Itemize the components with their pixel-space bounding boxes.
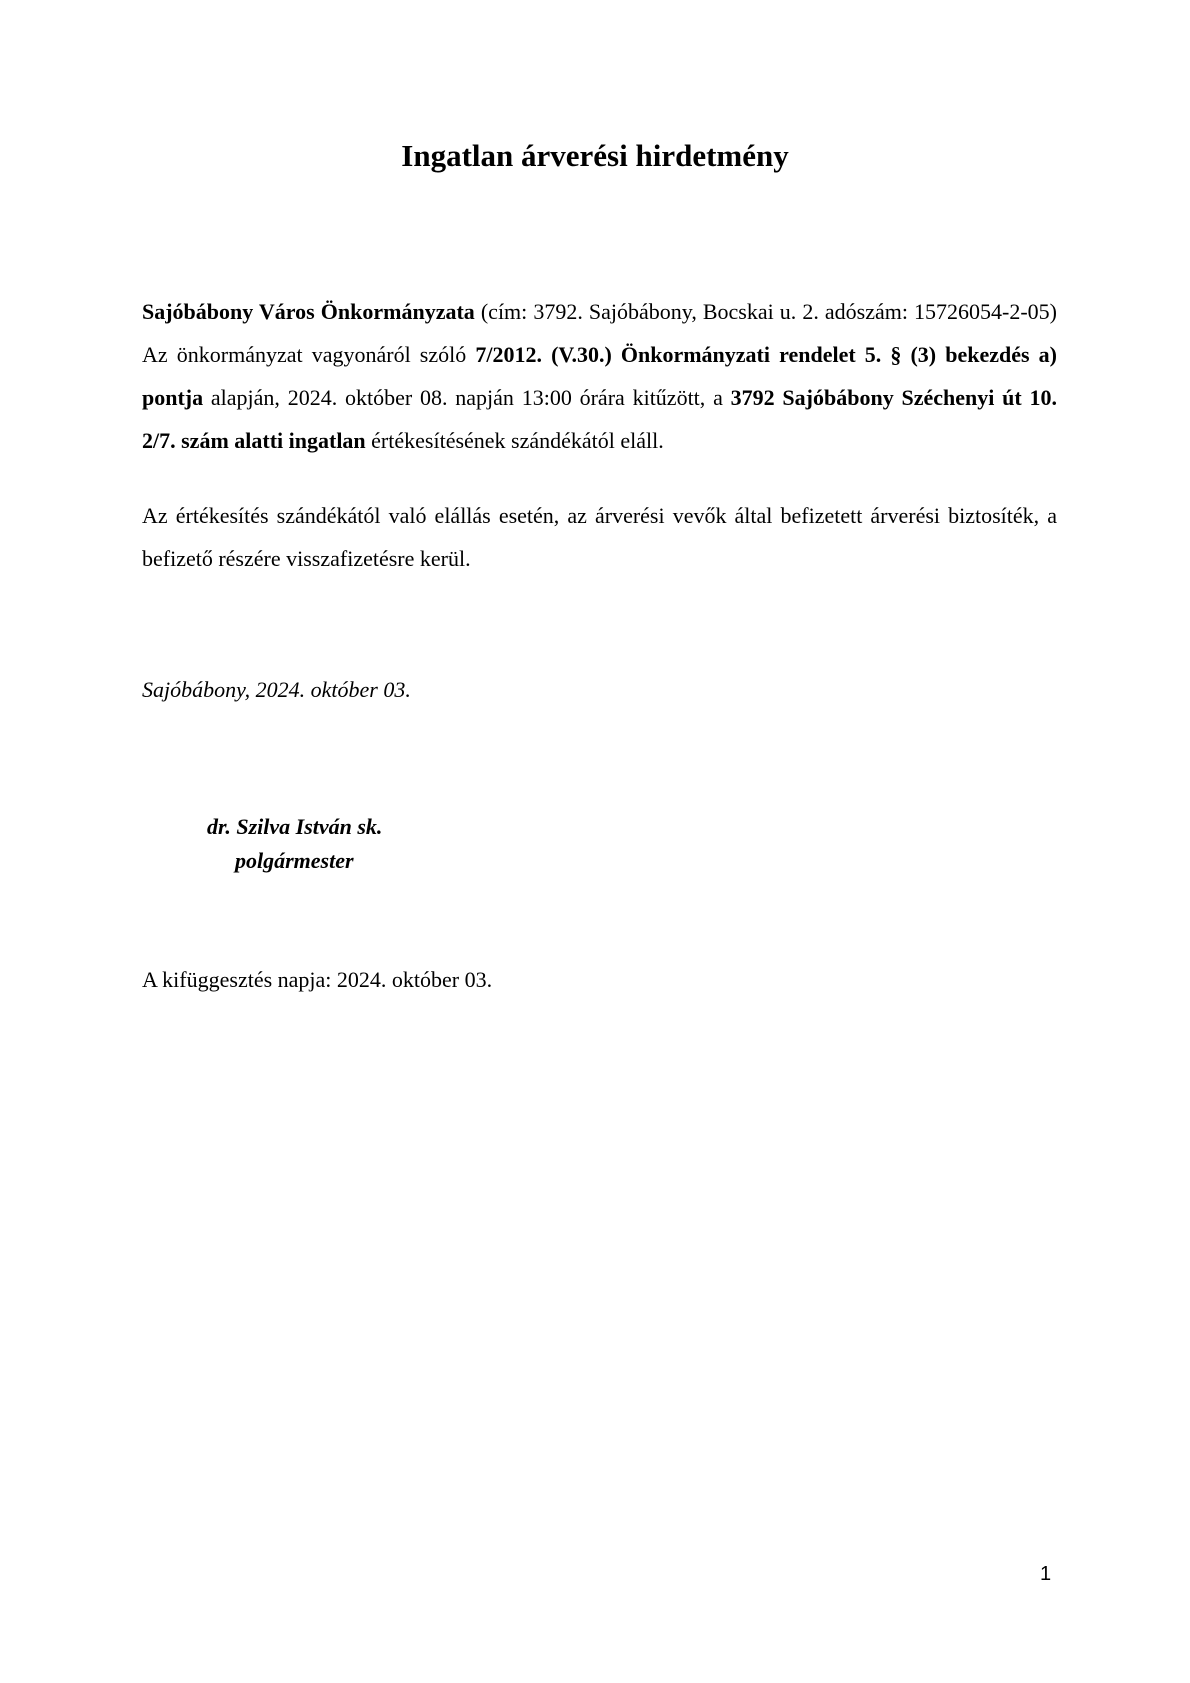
address-and-regulation-intro: (cím: 3792. Sajóbábony, Bocskai u. 2. adószám: 15726054-2-05) Az önkormányzat vagyonáról szóló [142,299,1058,367]
regulation-reference: 7/2012. (V.30.) Önkormányzati rendelet 5. § (3) bekezdés a) pontja [142,342,1058,410]
signatory-title: polgármester [235,848,354,873]
announcement-paragraph [142,290,1057,462]
auction-date-text: alapján, 2024. október 08. napján 13:00 órára kitűzött, a [203,385,731,410]
posting-date: A kifüggesztés napja: 2024. október 03. [142,967,493,992]
page-number: 1 [1040,1563,1052,1585]
municipality-name: Sajóbábony Város Önkormányzata [142,299,475,324]
place-and-date: Sajóbábony, 2024. október 03. [142,677,411,702]
refund-paragraph: Az értékesítés szándékától való elállás esetén, az árverési vevők által befizetett árverési biztosíték, a befizető részére visszafizetésre kerül. [142,503,1057,571]
property-address: 3792 Sajóbábony Széchenyi út 10. 2/7. szám alatti ingatlan [142,385,1057,453]
signature-block [207,810,382,878]
document-title: Ingatlan árverési hirdetmény [401,138,789,173]
withdrawal-text: értékesítésének szándékától eláll. [365,428,664,453]
signatory-name: dr. Szilva István sk. [207,814,383,839]
